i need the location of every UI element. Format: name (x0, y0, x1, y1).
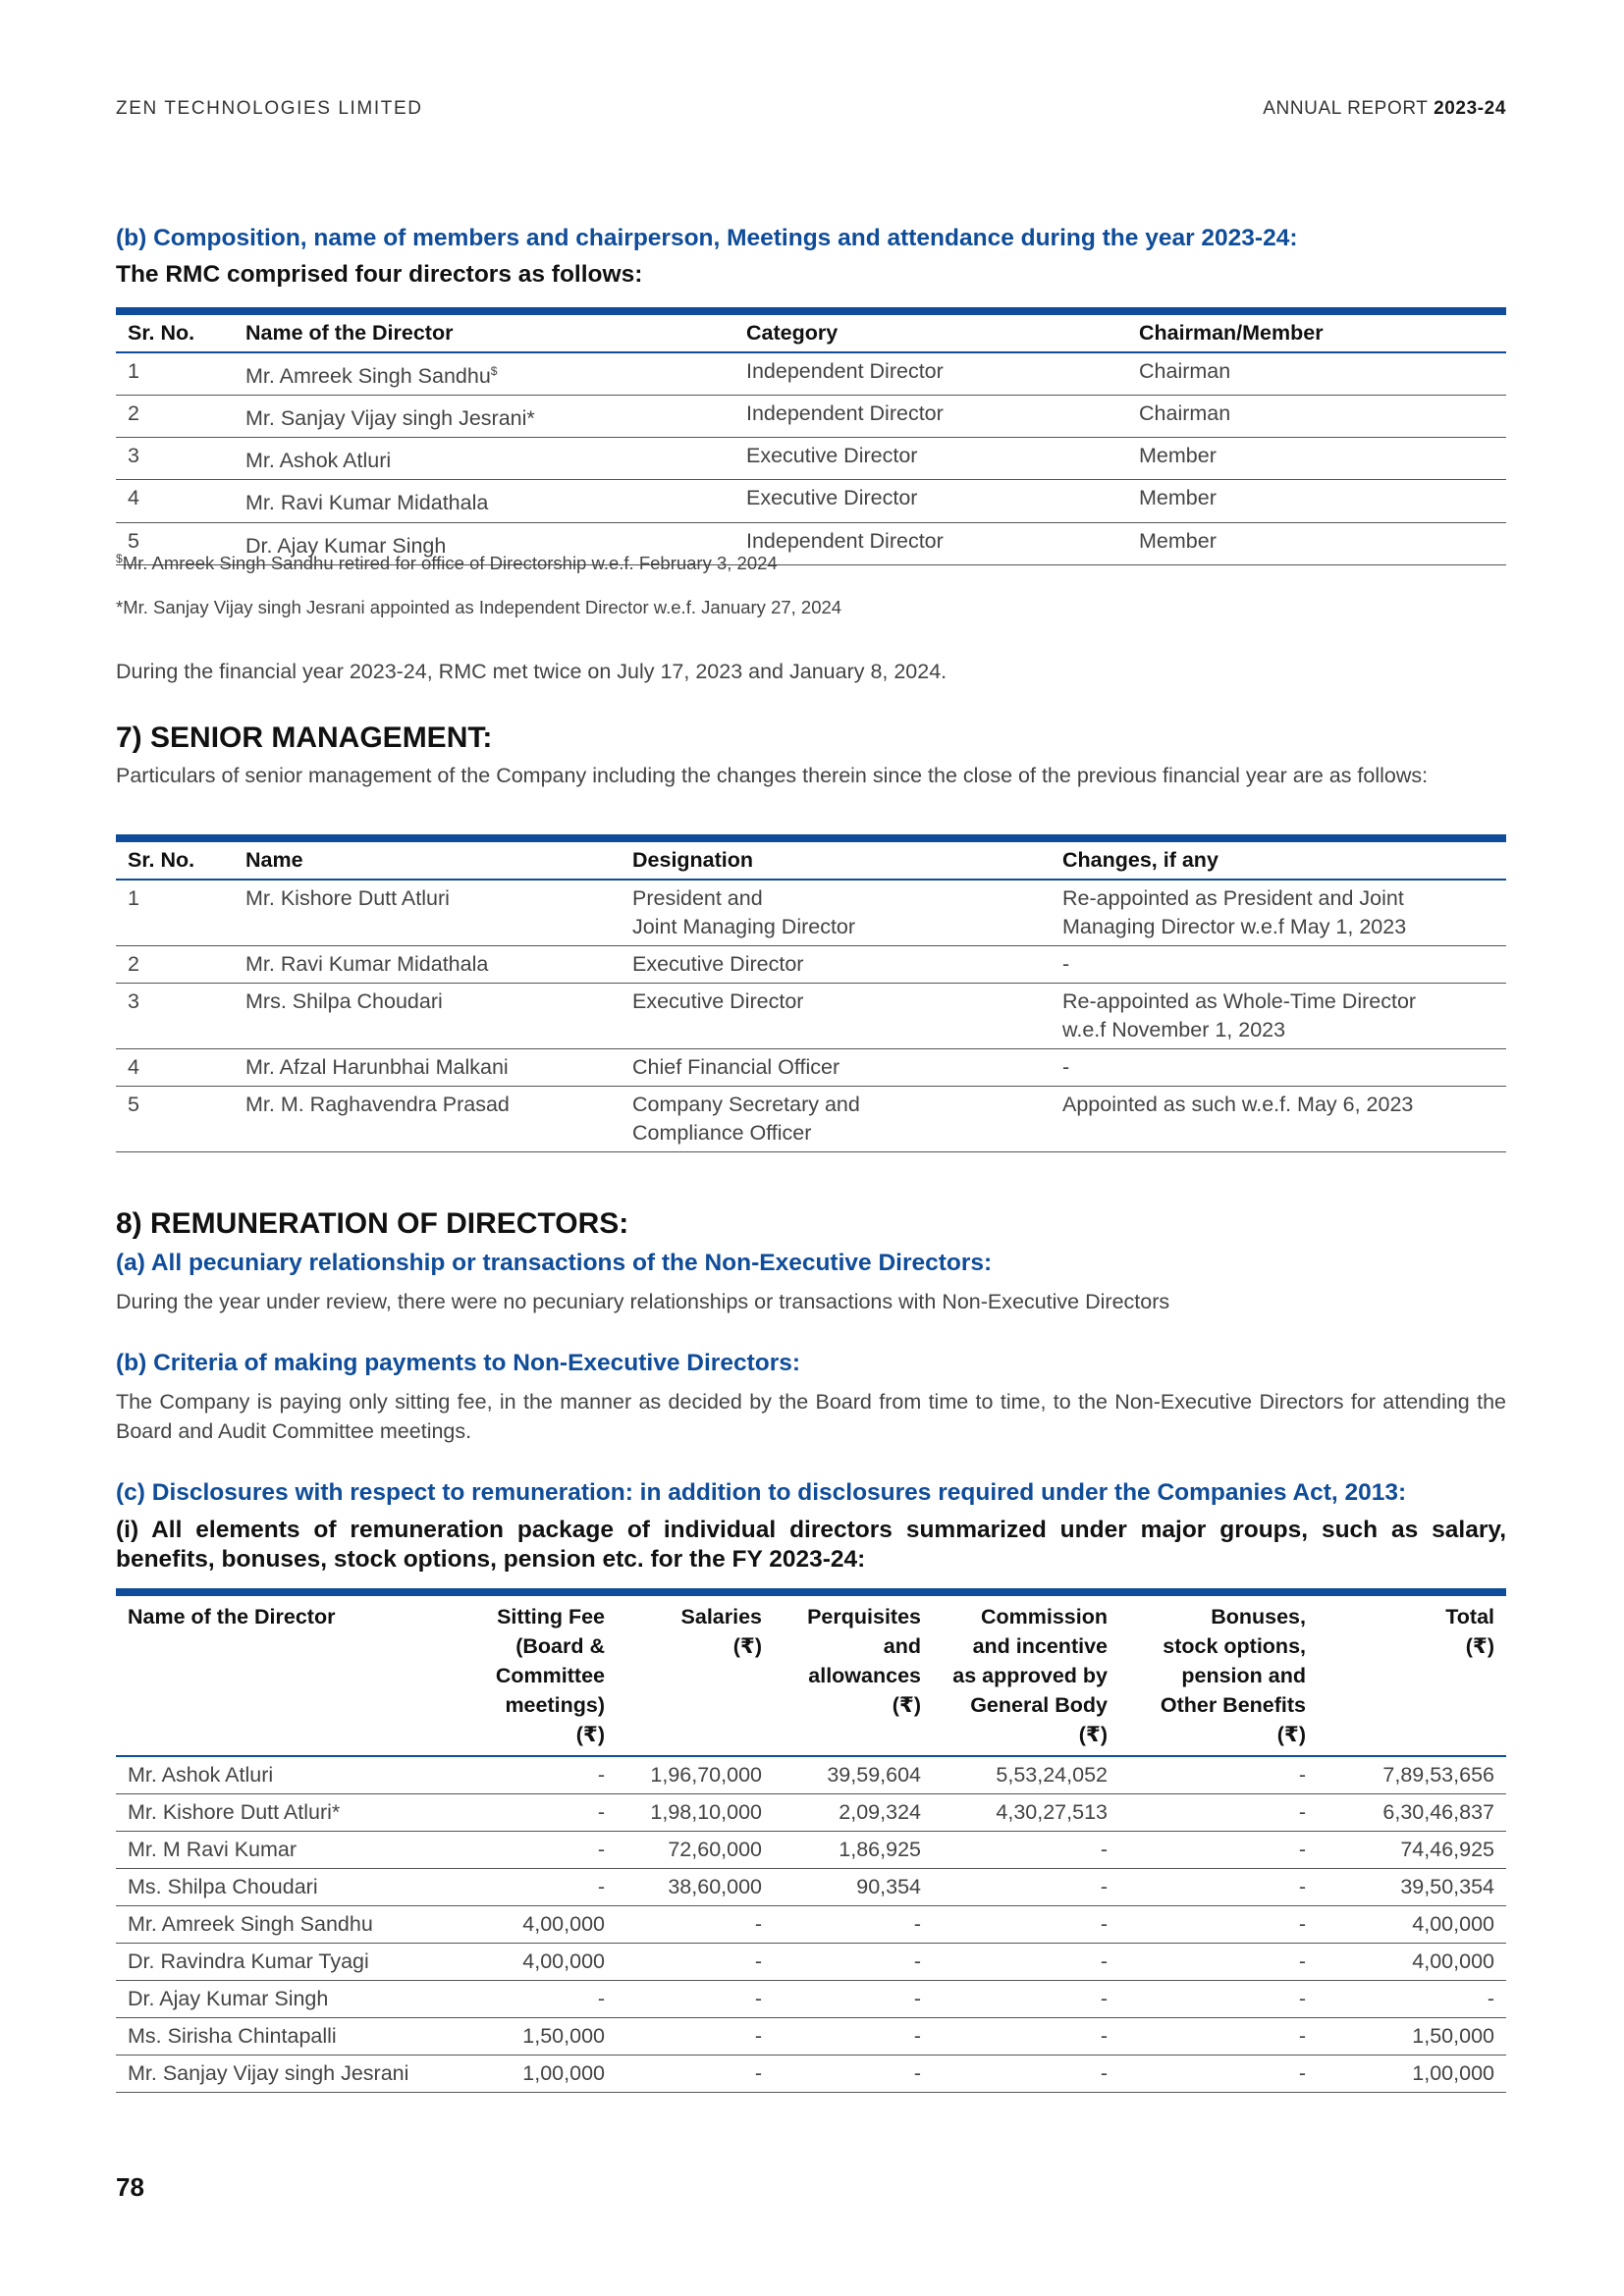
note-1-text: Mr. Amreek Singh Sandhu retired for office of Directorship w.e.f. February 3, 2024 (122, 553, 778, 574)
note-mark: $ (116, 552, 123, 565)
rmc-header-row (116, 311, 1506, 352)
designation: Executive Director (621, 946, 1051, 984)
sr-no: 3 (116, 438, 234, 480)
changes: Appointed as such w.e.f. May 6, 2023 (1051, 1087, 1506, 1152)
amount-cell: - (1119, 1794, 1318, 1832)
table-row (116, 2018, 1506, 2056)
table-row (116, 1049, 1506, 1087)
amount-cell: 1,50,000 (1318, 2018, 1506, 2056)
changes: - (1051, 1049, 1506, 1087)
table-row (116, 1756, 1506, 1794)
amount-cell: 4,00,000 (440, 1944, 617, 1981)
amount-cell: - (1119, 1869, 1318, 1906)
director-name: Mr. Sanjay Vijay singh Jesrani* (245, 406, 535, 431)
report-label: ANNUAL REPORT (1263, 98, 1435, 119)
sr-no: 2 (116, 396, 234, 438)
amount-cell: 39,59,604 (774, 1756, 933, 1794)
rmc-col-header: Sr. No. (128, 321, 195, 345)
remuneration-c-heading: (c) Disclosures with respect to remuneration: in addition to disclosures required under the Companies Act, 2013: (116, 1479, 1407, 1506)
remuneration-col-header: Bonuses, stock options, pension and Other Benefits (₹) (1160, 1605, 1306, 1746)
senior-col-header: Name (245, 848, 303, 872)
remuneration-col-header: Perquisites and allowances (₹) (807, 1605, 921, 1717)
amount-cell: - (1119, 2056, 1318, 2093)
remuneration-body (116, 1756, 1506, 2093)
amount-cell: - (774, 1981, 933, 2018)
director-name-cell (234, 352, 734, 396)
sr-no: 1 (116, 880, 234, 946)
amount-cell: - (440, 1869, 617, 1906)
table-row (116, 438, 1506, 480)
remuneration-a-text: During the year under review, there were no pecuniary relationships or transactions with Non-Executive Directors (116, 1290, 1170, 1313)
remuneration-col-header: Name of the Director (128, 1605, 336, 1629)
director-name: Mr. Kishore Dutt Atluri* (116, 1794, 440, 1832)
designation: President and Joint Managing Director (621, 880, 1051, 946)
report-year: 2023-24 (1434, 98, 1506, 119)
category: Executive Director (734, 480, 1127, 522)
amount-cell: - (1119, 2018, 1318, 2056)
senior-header-row (116, 838, 1506, 880)
amount-cell: 1,96,70,000 (617, 1756, 774, 1794)
sr-no: 3 (116, 984, 234, 1049)
director-name: Ms. Sirisha Chintapalli (116, 2018, 440, 2056)
sr-no: 4 (116, 1049, 234, 1087)
remuneration-col-header: Sitting Fee (Board & Committee meetings) (₹) (495, 1605, 605, 1746)
remuneration-header-row (116, 1592, 1506, 1756)
director-name: Mr. Ravi Kumar Midathala (245, 491, 489, 515)
person-name: Mr. Ravi Kumar Midathala (234, 946, 621, 984)
amount-cell: 72,60,000 (617, 1832, 774, 1869)
table-row (116, 984, 1506, 1049)
rmc-note-1 (116, 552, 778, 574)
director-name: Mr. Amreek Singh Sandhu (245, 364, 491, 389)
amount-cell: - (1318, 1981, 1506, 2018)
person-name: Mr. Afzal Harunbhai Malkani (234, 1049, 621, 1087)
amount-cell: 4,00,000 (440, 1906, 617, 1944)
table-row (116, 1087, 1506, 1152)
amount-cell: - (617, 1981, 774, 2018)
rmc-col-header: Name of the Director (245, 321, 454, 345)
rmc-body (116, 352, 1506, 564)
amount-cell: 1,50,000 (440, 2018, 617, 2056)
remuneration-table (116, 1588, 1506, 2093)
category: Independent Director (734, 396, 1127, 438)
remuneration-b-text: The Company is paying only sitting fee, in the manner as decided by the Board from time to time, to the Non-Executive Directors for attending the Board and Audit Committee meetings. (116, 1390, 1506, 1443)
table-row (116, 1906, 1506, 1944)
table-row (116, 946, 1506, 984)
amount-cell: - (617, 2056, 774, 2093)
amount-cell: - (1119, 1944, 1318, 1981)
amount-cell: - (440, 1794, 617, 1832)
amount-cell: - (774, 1906, 933, 1944)
director-name: Mr. Ashok Atluri (245, 449, 392, 473)
role: Member (1127, 438, 1506, 480)
amount-cell: - (617, 2018, 774, 2056)
table-row (116, 396, 1506, 438)
rmc-table (116, 307, 1506, 565)
remuneration-col-header: Total (₹) (1445, 1605, 1494, 1658)
person-name: Mr. Kishore Dutt Atluri (234, 880, 621, 946)
senior-title: 7) SENIOR MANAGEMENT: (116, 721, 493, 754)
sr-no: 5 (116, 522, 234, 564)
rmc-meetings: During the financial year 2023-24, RMC met twice on July 17, 2023 and January 8, 2024. (116, 660, 947, 683)
senior-intro: Particulars of senior management of the Company including the changes therein since the close of the previous financial year are as follows: (116, 764, 1429, 787)
director-name: Dr. Ajay Kumar Singh (116, 1981, 440, 2018)
amount-cell: - (774, 1944, 933, 1981)
amount-cell: 1,98,10,000 (617, 1794, 774, 1832)
amount-cell: 5,53,24,052 (933, 1756, 1119, 1794)
table-row (116, 480, 1506, 522)
director-name: Ms. Shilpa Choudari (116, 1869, 440, 1906)
director-name: Mr. Ashok Atluri (116, 1756, 440, 1794)
amount-cell: 1,86,925 (774, 1832, 933, 1869)
amount-cell: - (440, 1832, 617, 1869)
senior-col-header: Designation (632, 848, 754, 872)
amount-cell: 90,354 (774, 1869, 933, 1906)
amount-cell: 4,30,27,513 (933, 1794, 1119, 1832)
table-row (116, 1944, 1506, 1981)
category: Executive Director (734, 438, 1127, 480)
amount-cell: - (1119, 1832, 1318, 1869)
director-name: Mr. Amreek Singh Sandhu (116, 1906, 440, 1944)
amount-cell: - (1119, 1756, 1318, 1794)
amount-cell: 2,09,324 (774, 1794, 933, 1832)
role: Chairman (1127, 396, 1506, 438)
category: Independent Director (734, 522, 1127, 564)
sr-no: 2 (116, 946, 234, 984)
amount-cell: 38,60,000 (617, 1869, 774, 1906)
amount-cell: - (933, 2056, 1119, 2093)
amount-cell: - (933, 1869, 1119, 1906)
person-name: Mrs. Shilpa Choudari (234, 984, 621, 1049)
amount-cell: - (1119, 1981, 1318, 2018)
director-name-cell (234, 438, 734, 480)
page-header (116, 98, 1506, 122)
changes: Re-appointed as Whole-Time Director w.e.f November 1, 2023 (1051, 984, 1506, 1049)
amount-cell: 39,50,354 (1318, 1869, 1506, 1906)
page-number: 78 (116, 2172, 144, 2202)
amount-cell: 1,00,000 (440, 2056, 617, 2093)
role: Member (1127, 522, 1506, 564)
category: Independent Director (734, 352, 1127, 396)
senior-col-header: Sr. No. (128, 848, 195, 872)
table-row (116, 1869, 1506, 1906)
rmc-note-2: *Mr. Sanjay Vijay singh Jesrani appointed as Independent Director w.e.f. January 27, 2024 (116, 597, 842, 617)
amount-cell: - (440, 1981, 617, 2018)
footnote-mark: $ (490, 364, 498, 378)
amount-cell: - (933, 1906, 1119, 1944)
director-name: Mr. Sanjay Vijay singh Jesrani (116, 2056, 440, 2093)
role: Member (1127, 480, 1506, 522)
amount-cell: - (617, 1944, 774, 1981)
amount-cell: - (933, 2018, 1119, 2056)
sr-no: 4 (116, 480, 234, 522)
company-name: ZEN TECHNOLOGIES LIMITED (116, 98, 423, 119)
table-row (116, 880, 1506, 946)
rmc-heading: (b) Composition, name of members and chairperson, Meetings and attendance during the year 2023-24: (116, 225, 1298, 251)
amount-cell: 4,00,000 (1318, 1944, 1506, 1981)
changes: - (1051, 946, 1506, 984)
rmc-intro: The RMC comprised four directors as follows: (116, 261, 643, 288)
amount-cell: 4,00,000 (1318, 1906, 1506, 1944)
amount-cell: - (933, 1832, 1119, 1869)
table-row (116, 1832, 1506, 1869)
amount-cell: - (774, 2018, 933, 2056)
director-name: Mr. M Ravi Kumar (116, 1832, 440, 1869)
amount-cell: - (774, 2056, 933, 2093)
amount-cell: 6,30,46,837 (1318, 1794, 1506, 1832)
person-name: Mr. M. Raghavendra Prasad (234, 1087, 621, 1152)
director-name: Dr. Ajay Kumar Singh (245, 533, 447, 558)
director-name-cell (234, 480, 734, 522)
rmc-col-header: Chairman/Member (1139, 321, 1324, 345)
rmc-col-header: Category (746, 321, 839, 345)
remuneration-title: 8) REMUNERATION OF DIRECTORS: (116, 1207, 629, 1240)
senior-col-header: Changes, if any (1062, 848, 1218, 872)
amount-cell: - (933, 1981, 1119, 2018)
table-row (116, 2056, 1506, 2093)
designation: Executive Director (621, 984, 1051, 1049)
director-name: Dr. Ravindra Kumar Tyagi (116, 1944, 440, 1981)
amount-cell: - (933, 1944, 1119, 1981)
senior-table (116, 834, 1506, 1152)
sr-no: 5 (116, 1087, 234, 1152)
amount-cell: - (1119, 1906, 1318, 1944)
remuneration-b-heading: (b) Criteria of making payments to Non-Executive Directors: (116, 1350, 801, 1376)
table-row (116, 1981, 1506, 2018)
amount-cell: 74,46,925 (1318, 1832, 1506, 1869)
changes: Re-appointed as President and Joint Managing Director w.e.f May 1, 2023 (1051, 880, 1506, 946)
table-row (116, 352, 1506, 396)
remuneration-a-heading: (a) All pecuniary relationship or transactions of the Non-Executive Directors: (116, 1250, 993, 1276)
sr-no: 1 (116, 352, 234, 396)
senior-body (116, 880, 1506, 1152)
designation: Chief Financial Officer (621, 1049, 1051, 1087)
amount-cell: 7,89,53,656 (1318, 1756, 1506, 1794)
remuneration-col-header: Salaries (₹) (680, 1605, 762, 1658)
remuneration-col-header: Commission and incentive as approved by General Body (₹) (952, 1605, 1108, 1746)
table-row (116, 1794, 1506, 1832)
amount-cell: - (617, 1906, 774, 1944)
remuneration-c-sub: (i) All elements of remuneration package of individual directors summarized under major groups, such as salary, benefits, bonuses, stock options, pension etc. for the FY 2023-24: (116, 1517, 1506, 1573)
director-name-cell (234, 396, 734, 438)
report-title (1263, 98, 1506, 120)
role: Chairman (1127, 352, 1506, 396)
designation: Company Secretary and Compliance Officer (621, 1087, 1051, 1152)
amount-cell: - (440, 1756, 617, 1794)
amount-cell: 1,00,000 (1318, 2056, 1506, 2093)
